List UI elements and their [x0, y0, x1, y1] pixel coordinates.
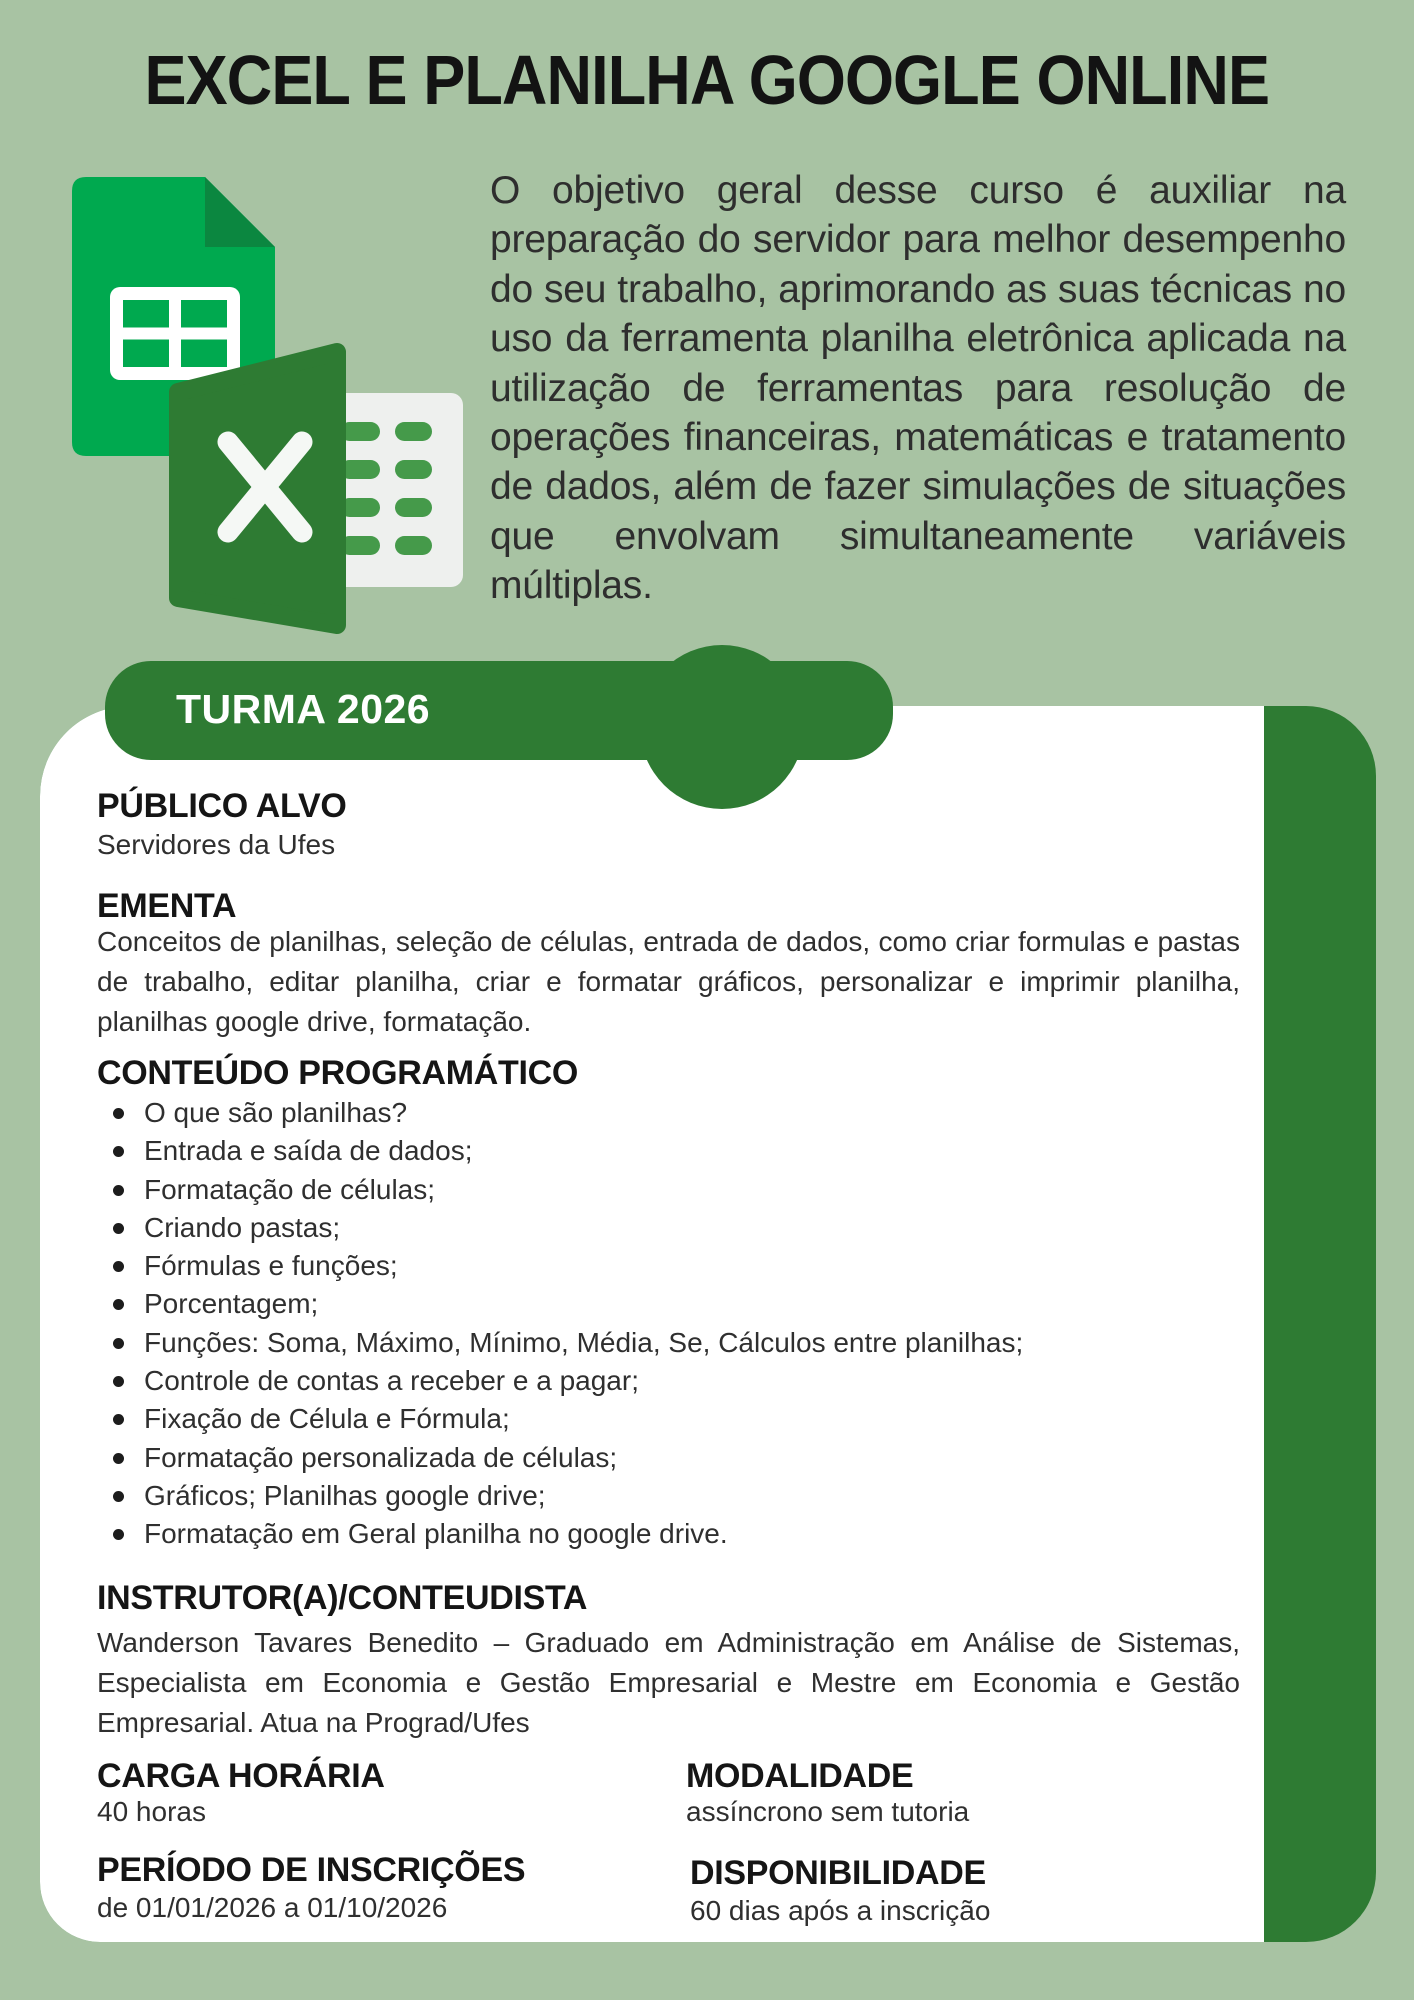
list-item-text: O que são planilhas?: [144, 1097, 408, 1128]
list-item: [97, 1171, 1237, 1209]
list-item: [97, 1515, 1237, 1553]
course-description: O objetivo geral desse curso é auxiliar na preparação do servidor para melhor desempenho do seu trabalho, aprimorando as suas técnicas no uso da ferramenta planilha eletrônica aplicada na utilização de ferramentas para resolução de operações financeiras, matemáticas e tratamento de dados, além de fazer simulações de situações que envolvam simultaneamente variáveis múltiplas.: [490, 169, 1346, 608]
publico-alvo-heading: PÚBLICO ALVO: [97, 787, 347, 825]
bullet-dot: [113, 1108, 124, 1119]
list-item: [97, 1094, 1237, 1132]
excel-icon: [178, 352, 337, 625]
publico-alvo-text: Servidores da Ufes: [97, 829, 336, 860]
bullet-dot: [113, 1453, 124, 1464]
list-item-text: Entrada e saída de dados;: [144, 1135, 473, 1167]
conteudo-heading: CONTEÚDO PROGRAMÁTICO: [97, 1054, 579, 1092]
page-title: EXCEL E PLANILHA GOOGLE ONLINE: [144, 41, 1270, 119]
bullet-dot: [113, 1146, 124, 1157]
disponibilidade-text: 60 dias após a inscrição: [690, 1895, 991, 1926]
list-item: [97, 1477, 1237, 1515]
instrutor-text: Wanderson Tavares Benedito – Graduado em Administração em Análise de Sistemas, Especialista em Economia e Gestão Empresarial e Mestre em Economia e Gestão Empresarial. Atua na Prograd/Ufes: [97, 1627, 1240, 1738]
bullet-dot: [113, 1223, 124, 1234]
periodo-inscricoes-heading: PERÍODO DE INSCRIÇÕES: [97, 1851, 526, 1889]
periodo-inscricoes-text: de 01/01/2026 a 01/10/2026: [97, 1892, 448, 1923]
list-item: [97, 1400, 1237, 1438]
bullet-dot: [113, 1185, 124, 1196]
list-item: [97, 1362, 1237, 1400]
list-item-text: Formatação personalizada de células;: [144, 1441, 618, 1473]
carga-horaria-text: 40 horas: [97, 1796, 206, 1827]
list-item: [97, 1209, 1237, 1247]
list-item-text: Formatação de células;: [144, 1173, 436, 1205]
folded-corner-icon: [205, 177, 275, 247]
list-item: [97, 1132, 1237, 1170]
table-grid-icon: [110, 287, 240, 380]
instrutor-heading: INSTRUTOR(A)/CONTEUDISTA: [97, 1579, 588, 1617]
bullet-dot: [113, 1299, 124, 1310]
bullet-dot: [113, 1376, 124, 1387]
list-item-text: Formatação em Geral planilha no google drive.: [144, 1518, 728, 1550]
list-item-text: Fórmulas e funções;: [144, 1250, 398, 1282]
modalidade-heading: MODALIDADE: [686, 1757, 914, 1795]
carga-horaria-heading: CARGA HORÁRIA: [97, 1757, 385, 1795]
modalidade-text: assíncrono sem tutoria: [686, 1796, 970, 1827]
list-item: [97, 1247, 1237, 1285]
list-item: [97, 1324, 1237, 1362]
list-item: [97, 1285, 1237, 1323]
bullet-dot: [113, 1491, 124, 1502]
spreadsheet-icons: [60, 160, 480, 640]
list-item: [97, 1439, 1237, 1477]
bullet-dot: [113, 1338, 124, 1349]
list-item-text: Funções: Soma, Máximo, Mínimo, Média, Se, Cálculos entre planilhas;: [144, 1326, 1024, 1358]
disponibilidade-heading: DISPONIBILIDADE: [690, 1854, 986, 1892]
conteudo-list: [97, 1094, 1237, 1554]
bullet-dot: [113, 1414, 124, 1425]
list-item-text: Gráficos; Planilhas google drive;: [144, 1479, 546, 1511]
bullet-dot: [113, 1261, 124, 1272]
spreadsheet-page-icon: [330, 393, 463, 587]
list-item-text: Controle de contas a receber e a pagar;: [144, 1365, 639, 1397]
class-year-banner: [105, 661, 893, 760]
ementa-heading: EMENTA: [97, 887, 237, 925]
ementa-text: Conceitos de planilhas, seleção de células, entrada de dados, como criar formulas e pastas de trabalho, editar planilha, criar e formatar gráficos, personalizar e imprimir planilha, planilhas google drive, formatação.: [97, 926, 1240, 1037]
bullet-dot: [113, 1529, 124, 1540]
list-item-text: Criando pastas;: [144, 1211, 341, 1243]
list-item-text: Fixação de Célula e Fórmula;: [144, 1403, 510, 1435]
list-item-text: Porcentagem;: [144, 1288, 319, 1320]
class-year-label: TURMA 2026: [176, 686, 431, 732]
